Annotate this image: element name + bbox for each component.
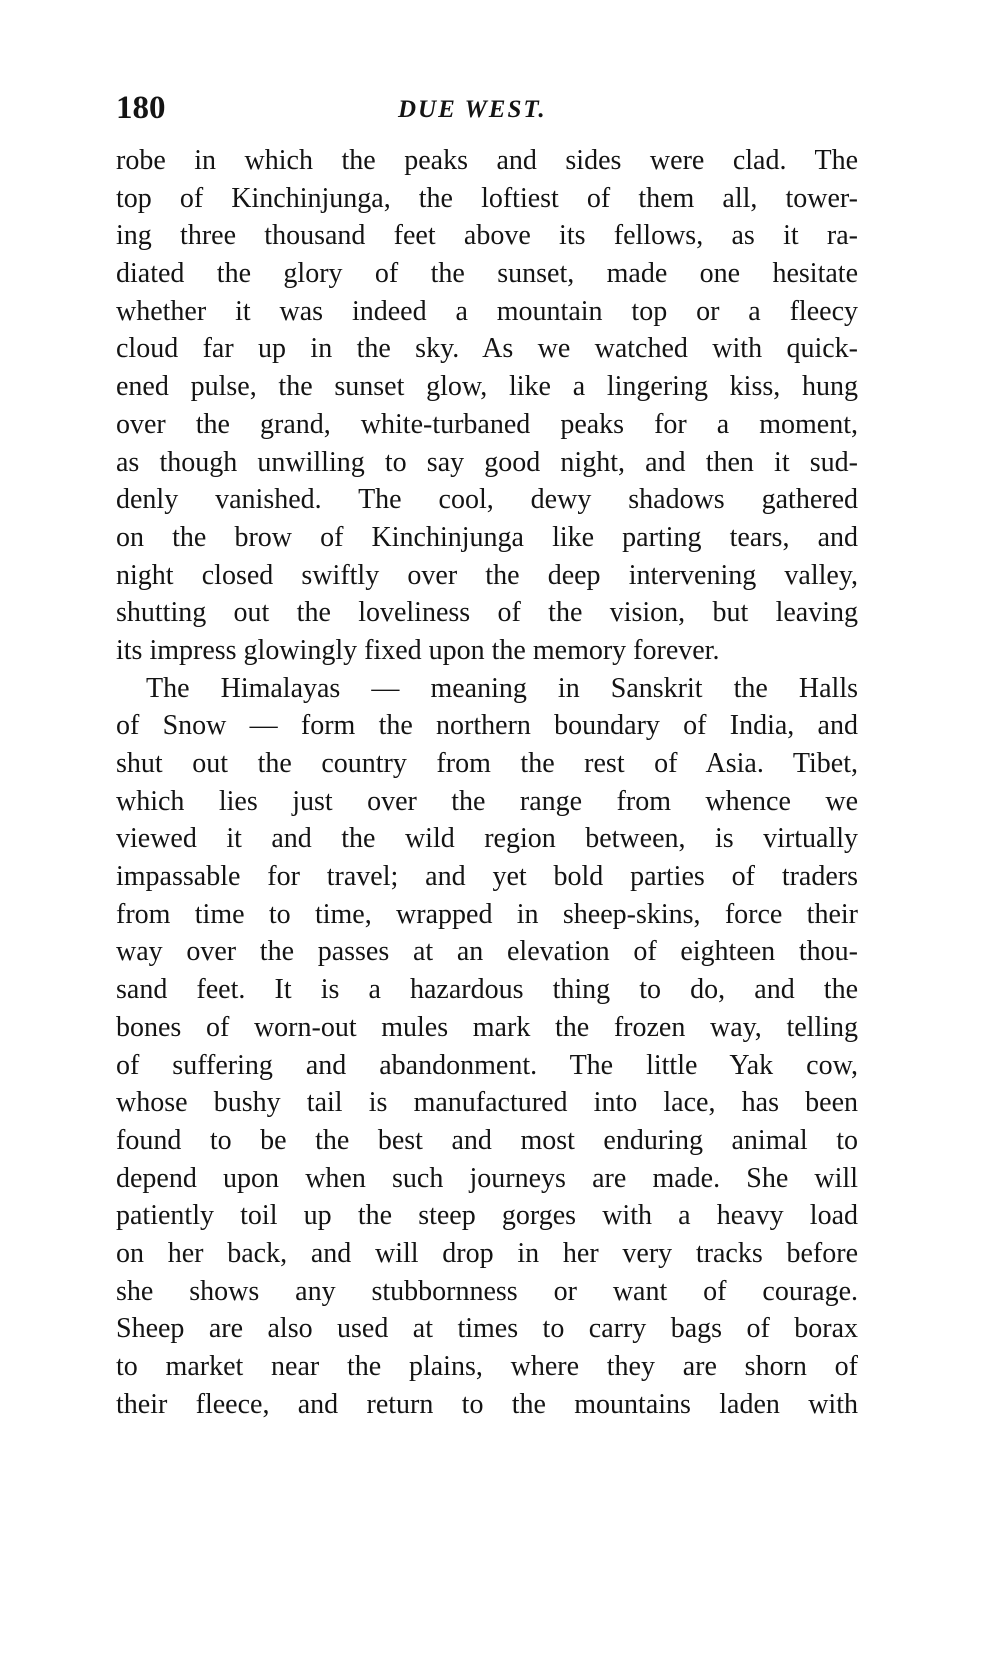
text-line: ing three thousand feet above its fellows, as it ra-: [116, 220, 858, 252]
text-line: bones of worn-out mules mark the frozen way, telling: [116, 1011, 858, 1043]
text-line: patiently toil up the steep gorges with a heavy load: [116, 1200, 858, 1232]
text-line: from time to time, wrapped in sheep-skins, force their: [116, 898, 858, 930]
text-line: depend upon when such journeys are made. She will: [116, 1162, 858, 1194]
text-line: The Himalayas — meaning in Sanskrit the Halls: [146, 672, 858, 704]
text-line: found to be the best and most enduring animal to: [116, 1124, 858, 1156]
text-line: Sheep are also used at times to carry bags of borax: [116, 1313, 858, 1345]
text-line: robe in which the peaks and sides were clad. The: [116, 145, 858, 176]
text-line: on her back, and will drop in her very tracks before: [116, 1237, 858, 1269]
text-line: whose bushy tail is manufactured into lace, has been: [116, 1087, 858, 1119]
text-line: to market near the plains, where they are shorn of: [116, 1351, 858, 1382]
text-line: its impress glowingly fixed upon the memory forever.: [116, 634, 720, 666]
text-line: which lies just over the range from whence we: [116, 785, 858, 817]
body-text: [116, 142, 858, 1423]
text-line: shutting out the loveliness of the vision, but leaving: [116, 597, 858, 629]
running-head: DUE WEST.: [398, 96, 547, 123]
page-header: [116, 88, 858, 132]
page-number: 180: [116, 90, 166, 126]
text-line: as though unwilling to say good night, and then it sud-: [116, 446, 858, 478]
text-line: impassable for travel; and yet bold parties of traders: [116, 861, 858, 893]
text-line: ened pulse, the sunset glow, like a lingering kiss, hung: [116, 371, 858, 403]
text-line: top of Kinchinjunga, the loftiest of them all, tower-: [116, 182, 858, 214]
text-line: whether it was indeed a mountain top or a fleecy: [116, 295, 858, 327]
text-line: way over the passes at an elevation of eighteen thou-: [116, 936, 858, 968]
text-line: of Snow — form the northern boundary of India, and: [116, 710, 858, 742]
text-line: viewed it and the wild region between, is virtually: [116, 823, 858, 855]
text-line: sand feet. It is a hazardous thing to do, and the: [116, 974, 858, 1006]
text-line: cloud far up in the sky. As we watched with quick-: [116, 333, 858, 365]
text-line: of suffering and abandonment. The little Yak cow,: [116, 1049, 858, 1081]
text-line: she shows any stubbornness or want of courage.: [116, 1275, 858, 1307]
text-line: their fleece, and return to the mountains laden with: [116, 1388, 858, 1420]
text-line: shut out the country from the rest of Asia. Tibet,: [116, 748, 858, 779]
text-line: night closed swiftly over the deep intervening valley,: [116, 559, 858, 591]
text-line: on the brow of Kinchinjunga like parting tears, and: [116, 521, 858, 553]
text-line: diated the glory of the sunset, made one hesitate: [116, 258, 858, 290]
text-line: denly vanished. The cool, dewy shadows gathered: [116, 484, 858, 516]
text-line: over the grand, white-turbaned peaks for a moment,: [116, 408, 858, 440]
